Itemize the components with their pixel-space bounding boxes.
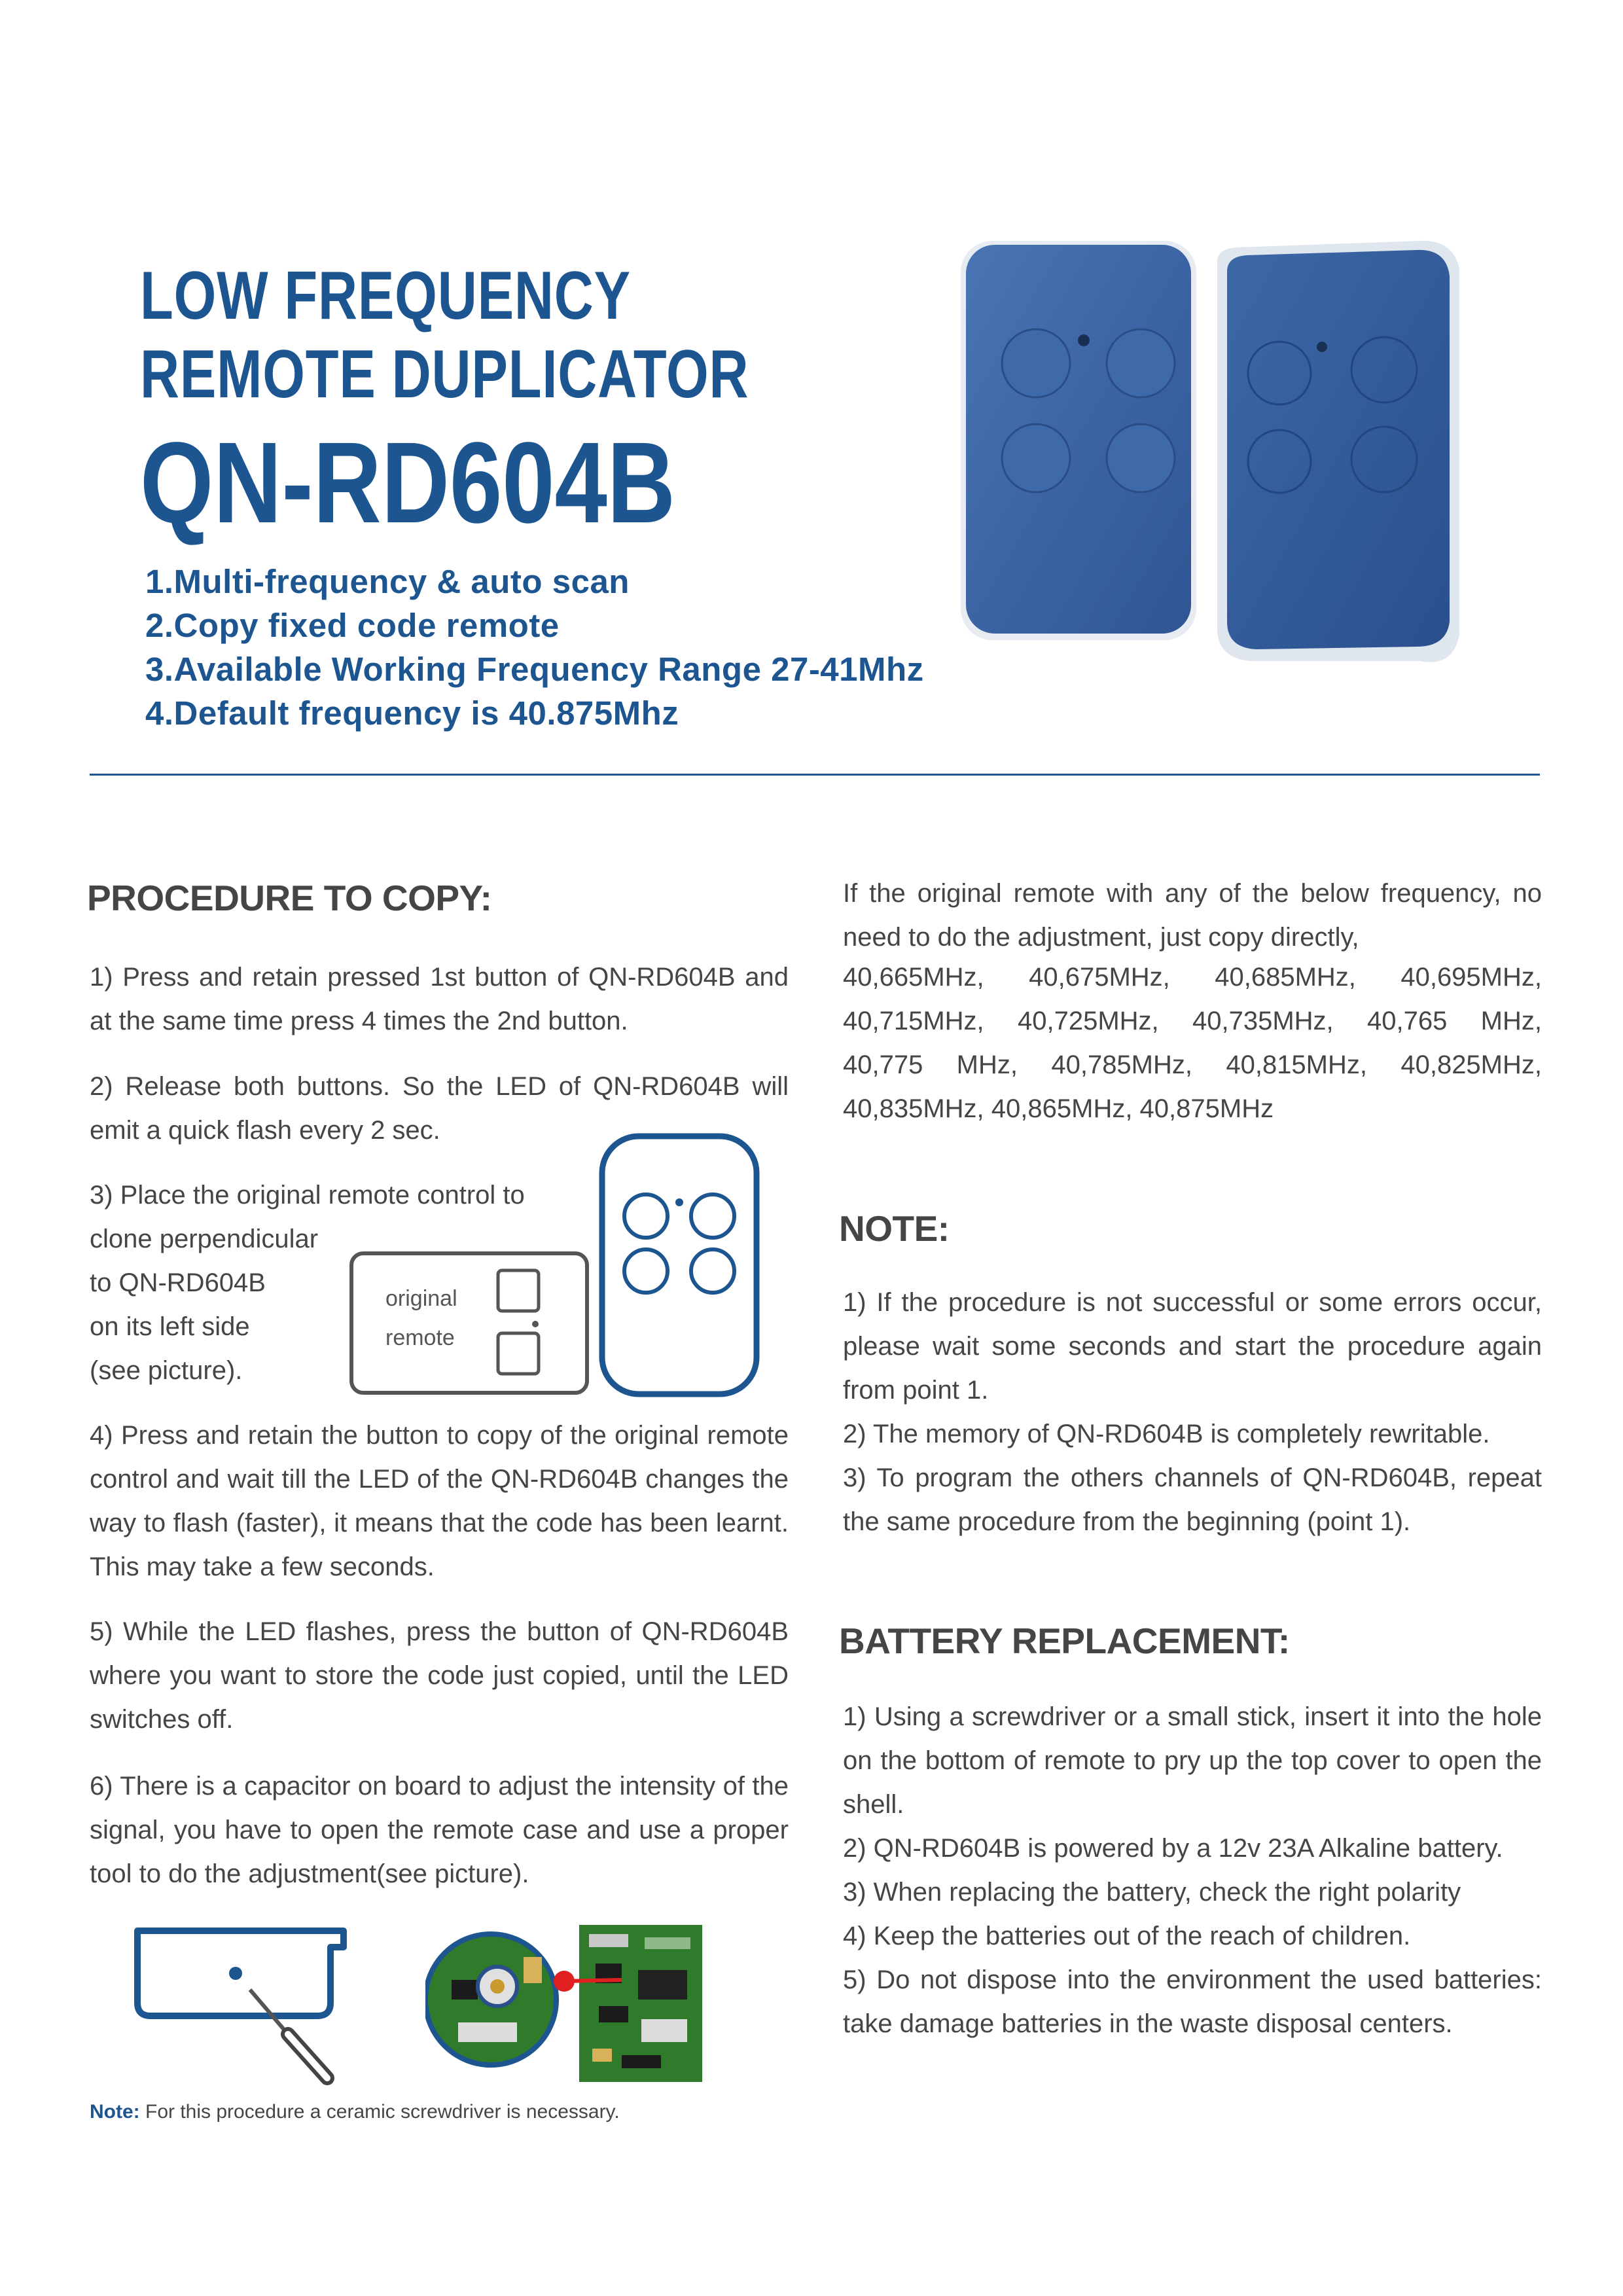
screwdriver-icon	[250, 1990, 288, 2034]
procedure-step-6: 6) There is a capacitor on board to adjust the intensity of the signal, you have to open the remote case and use a proper tool to do the adjustment(see picture).	[90, 1772, 789, 1888]
battery-item-5: 5) Do not dispose into the environment the used batteries: take damage batteries in the waste disposal centers.	[843, 1965, 1542, 2038]
diagram-label-original: original	[385, 1286, 457, 1311]
feature-item: 4.Default frequency is 40.875Mhz	[145, 694, 679, 732]
original-remote-outline	[351, 1253, 587, 1393]
header-divider	[90, 774, 1540, 776]
note-heading: NOTE:	[839, 1208, 950, 1249]
screwdriver-diagram	[131, 1918, 353, 2088]
frequency-list	[843, 956, 1542, 1131]
procedure-step-4: 4) Press and retain the button to copy of the original remote control and wait till the LED of the QN-RD604B changes the way to flash (faster), it means that the code has been learnt. This may take a few seconds.	[90, 1421, 789, 1581]
note-item-1: 1) If the procedure is not successful or some errors occur, please wait some seconds and start the procedure again from point 1.	[843, 1288, 1542, 1405]
step3-line: on its left side	[90, 1312, 250, 1341]
battery-item-2: 2) QN-RD604B is powered by a 12v 23A Alkaline battery.	[843, 1834, 1503, 1863]
feature-item: 3.Available Working Frequency Range 27-41Mhz	[145, 651, 924, 688]
step3-line: (see picture).	[90, 1356, 243, 1385]
diagram-label-remote: remote	[385, 1325, 455, 1350]
title-line-1: LOW FREQUENCY	[140, 258, 631, 334]
frequency-line: 40,835MHz, 40,865MHz, 40,875MHz	[843, 1094, 1274, 1123]
remote-front-image	[961, 241, 1196, 640]
note-text: For this procedure a ceramic screwdriver is necessary.	[139, 2101, 620, 2123]
battery-item-1: 1) Using a screwdriver or a small stick, insert it into the hole on the bottom of remote to pry up the top cover to open the shell.	[843, 1702, 1542, 1819]
feature-list	[145, 560, 924, 735]
product-photo	[949, 236, 1472, 681]
frequency-intro: If the original remote with any of the below frequency, no need to do the adjustment, just copy directly,	[843, 879, 1542, 952]
screwdriver-note	[90, 2101, 620, 2123]
copy-position-diagram	[346, 1129, 764, 1404]
battery-item-4: 4) Keep the batteries out of the reach of children.	[843, 1922, 1411, 1950]
step3-line: to QN-RD604B	[90, 1268, 266, 1297]
battery-item-3: 3) When replacing the battery, check the right polarity	[843, 1878, 1461, 1907]
procedure-step-5: 5) While the LED flashes, press the button of QN-RD604B where you want to store the code just copied, until the LED switches off.	[90, 1617, 789, 1734]
note-item-3: 3) To program the others channels of QN-RD604B, repeat the same procedure from the beginning (point 1).	[843, 1463, 1542, 1536]
step3-line: 3) Place the original remote control to	[90, 1181, 525, 1210]
procedure-step-2: 2) Release both buttons. So the LED of QN-RD604B will emit a quick flash every 2 sec.	[90, 1072, 789, 1145]
frequency-line: 40,665MHz, 40,675MHz, 40,685MHz, 40,695MHz,	[843, 963, 1542, 992]
frequency-line: 40,775 MHz, 40,785MHz, 40,815MHz, 40,825MHz,	[843, 1050, 1542, 1079]
pcb-picture	[425, 1908, 707, 2088]
title-line-2: REMOTE DUPLICATOR	[140, 336, 749, 412]
step3-line: clone perpendicular	[90, 1225, 319, 1253]
model-title: QN-RD604B	[140, 419, 676, 547]
battery-heading: BATTERY REPLACEMENT:	[839, 1621, 1290, 1661]
feature-item: 2.Copy fixed code remote	[145, 607, 560, 644]
remote-back-image	[1217, 241, 1459, 662]
note-item-2: 2) The memory of QN-RD604B is completely rewritable.	[843, 1420, 1490, 1448]
procedure-heading: PROCEDURE TO COPY:	[87, 878, 492, 918]
feature-item: 1.Multi-frequency & auto scan	[145, 563, 630, 600]
frequency-line: 40,715MHz, 40,725MHz, 40,735MHz, 40,765 MHz,	[843, 1007, 1542, 1035]
note-label: Note:	[90, 2101, 140, 2123]
procedure-step-1: 1) Press and retain pressed 1st button of QN-RD604B and at the same time press 4 times the 2nd button.	[90, 963, 789, 1035]
